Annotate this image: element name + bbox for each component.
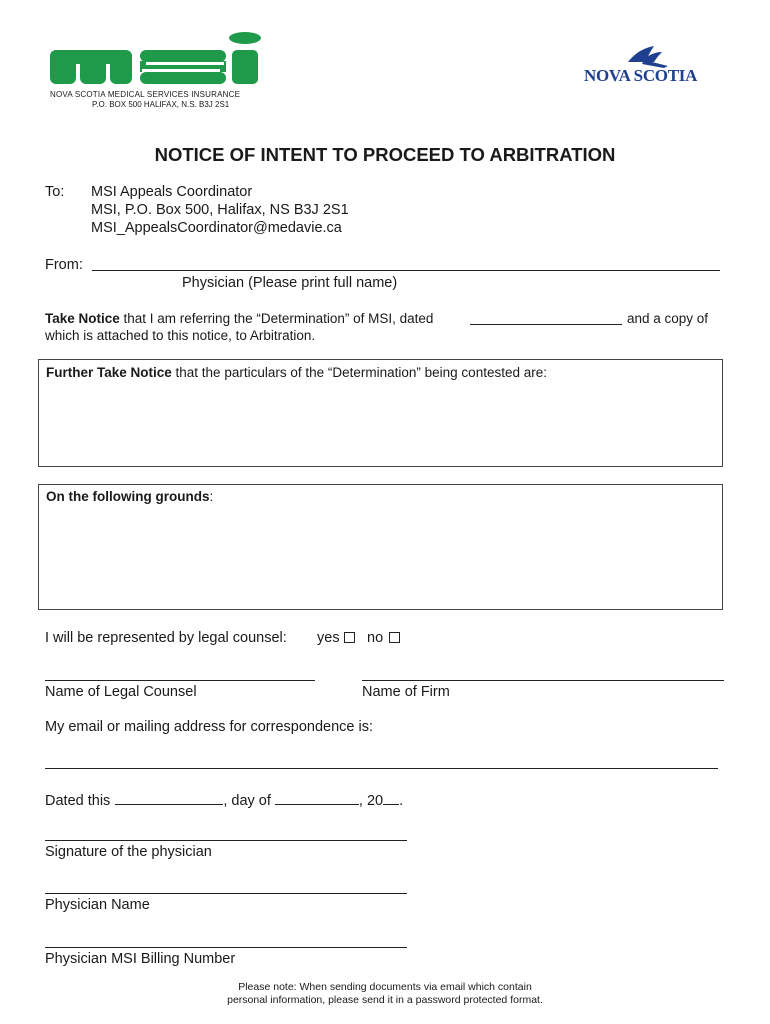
dated-prefix: Dated this: [45, 793, 111, 809]
correspondence-label: My email or mailing address for correspondence is:: [45, 719, 373, 735]
footer-line-1: Please note: When sending documents via email which contain: [238, 981, 532, 993]
grounds-colon: :: [209, 489, 214, 504]
take-notice-bold: Take Notice: [45, 311, 120, 326]
from-name-field[interactable]: [92, 270, 720, 271]
signature-label: Signature of the physician: [45, 844, 212, 860]
billing-number-field[interactable]: [45, 947, 407, 948]
to-line-1: MSI Appeals Coordinator: [91, 184, 253, 200]
legal-counsel-name-field[interactable]: [45, 680, 315, 681]
msi-logo: [46, 30, 266, 118]
counsel-yes-checkbox[interactable]: [344, 632, 355, 643]
to-line-3: MSI_AppealsCoordinator@medavie.ca: [91, 220, 342, 236]
nova-scotia-logo-text: NOVA SCOTIA: [584, 66, 698, 85]
contested-particulars-box[interactable]: [38, 359, 723, 467]
grounds-bold: On the following grounds: [46, 489, 210, 504]
further-notice-bold: Further Take Notice: [46, 365, 172, 380]
signature-field[interactable]: [45, 840, 407, 841]
take-notice-text: that I am referring the “Determination” of MSI, dated: [119, 311, 434, 326]
grounds-text: [46, 488, 213, 505]
firm-label: Name of Firm: [362, 684, 450, 700]
firm-name-field[interactable]: [362, 680, 724, 681]
msi-logo-line1: NOVA SCOTIA MEDICAL SERVICES INSURANCE: [50, 90, 241, 99]
msi-wordmark-graphic: [46, 30, 266, 90]
counsel-yes-option: [317, 629, 355, 647]
from-label: From:: [45, 257, 83, 273]
further-notice-text: [46, 364, 547, 381]
to-label: To:: [45, 184, 65, 200]
dated-mid: , day of: [223, 793, 271, 809]
footer-line-2: personal information, please send it in a password protected format.: [227, 994, 543, 1006]
counsel-no-checkbox[interactable]: [389, 632, 400, 643]
counsel-question: I will be represented by legal counsel:: [45, 630, 287, 646]
counsel-no-label: no: [367, 630, 384, 646]
nova-scotia-logo: [584, 44, 724, 88]
take-notice-line-2: which is attached to this notice, to Arbitration.: [45, 328, 316, 343]
counsel-yes-label: yes: [317, 630, 340, 646]
billing-number-label: Physician MSI Billing Number: [45, 951, 236, 967]
counsel-no-option: [367, 629, 400, 647]
dated-year-prefix: , 20: [358, 793, 384, 809]
footer-note: [0, 981, 770, 1007]
dated-month-field[interactable]: [275, 790, 359, 805]
physician-name-field[interactable]: [45, 893, 407, 894]
legal-counsel-label: Name of Legal Counsel: [45, 684, 197, 700]
msi-logo-line2: P.O. BOX 500 HALIFAX, N.S. B3J 2S1: [92, 100, 230, 109]
page-title: NOTICE OF INTENT TO PROCEED TO ARBITRATION: [154, 144, 616, 165]
determination-date-field[interactable]: [470, 324, 622, 325]
dated-day-field[interactable]: [115, 790, 223, 805]
dated-line: [45, 790, 403, 810]
correspondence-address-field[interactable]: [45, 768, 718, 769]
further-notice-rest: that the particulars of the “Determination” being contested are:: [171, 365, 547, 380]
dated-year-field[interactable]: [383, 790, 399, 805]
physician-name-label: Physician Name: [45, 897, 150, 913]
from-caption: Physician (Please print full name): [182, 275, 398, 291]
take-notice-line-1: [45, 310, 433, 327]
take-notice-after: and a copy of: [627, 311, 709, 326]
to-line-2: MSI, P.O. Box 500, Halifax, NS B3J 2S1: [91, 202, 349, 218]
dated-end: .: [399, 793, 404, 809]
grounds-box[interactable]: [38, 484, 723, 610]
